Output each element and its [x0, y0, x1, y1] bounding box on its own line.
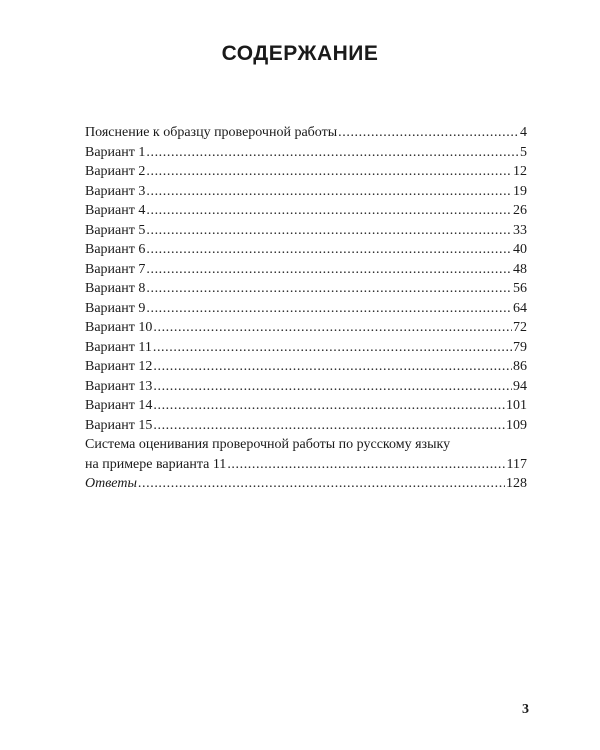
toc-entry-label: Вариант 13: [85, 378, 153, 394]
toc-entry-grading-line1: Система оценивания проверочной работы по русскому языку: [85, 437, 451, 452]
toc-entry-variant-9: [85, 299, 527, 319]
toc-entry-label: Вариант 11: [85, 339, 152, 355]
toc-leader-dots: [153, 357, 512, 377]
toc-entry-label: Вариант 10: [85, 320, 153, 335]
toc-entry-variant-15: [85, 416, 527, 436]
toc-entry-page: 94: [513, 378, 527, 394]
toc-entry-variant-2: [85, 162, 527, 182]
toc-entry-variant-10: [85, 318, 527, 338]
toc-entry-page: 109: [506, 417, 527, 433]
toc-leader-dots: [138, 474, 505, 494]
toc-leader-dots: [146, 240, 512, 260]
toc-entry-variant-8: [85, 279, 527, 299]
toc-entry-label: Вариант 5: [85, 222, 146, 238]
toc-entry-page: 26: [513, 203, 527, 218]
toc-leader-dots: [146, 221, 512, 241]
toc-entry-label: Вариант 6: [85, 242, 146, 257]
toc-entry-answers: [85, 474, 527, 494]
toc-leader-dots: [153, 396, 505, 416]
toc-entry-page: 4: [520, 125, 527, 140]
toc-entry-page: 19: [513, 183, 527, 199]
toc-leader-dots: [153, 377, 512, 397]
toc-entry-label: Пояснение к образцу проверочной работы: [85, 125, 338, 140]
toc-entry-label: Вариант 8: [85, 281, 146, 296]
toc-entry-label: Вариант 2: [85, 164, 146, 179]
toc-leader-dots: [146, 279, 512, 299]
toc-entry-page: 101: [506, 398, 527, 413]
table-of-contents: [85, 123, 527, 494]
toc-entry-page: 128: [506, 476, 527, 491]
toc-entry-label: Вариант 4: [85, 203, 146, 218]
toc-entry-page: 117: [506, 456, 527, 472]
toc-entry-variant-13: [85, 377, 527, 397]
toc-entry-label: Ответы: [85, 476, 137, 491]
toc-entry-variant-5: [85, 221, 527, 241]
toc-entry-page: 86: [513, 359, 527, 374]
toc-entry-page: 64: [513, 300, 527, 316]
toc-leader-dots: [153, 318, 512, 338]
toc-entry-variant-1: [85, 143, 527, 163]
toc-entry-variant-14: [85, 396, 527, 416]
toc-entry-variant-12: [85, 357, 527, 377]
toc-entry-variant-6: [85, 240, 527, 260]
toc-entry-page: 12: [513, 164, 527, 179]
page-number: 3: [522, 702, 529, 717]
toc-entry-page: 56: [513, 281, 527, 296]
toc-entry-page: 5: [520, 144, 527, 160]
toc-entry-label: Вариант 7: [85, 261, 146, 277]
toc-entry-label: Вариант 15: [85, 417, 153, 433]
toc-leader-dots: [146, 299, 512, 319]
toc-entry-label: Вариант 1: [85, 144, 146, 160]
toc-entry-label: на примере варианта 11: [85, 456, 227, 472]
toc-leader-dots: [146, 143, 519, 163]
toc-entry-label: Вариант 9: [85, 300, 146, 316]
toc-leader-dots: [227, 455, 505, 475]
toc-leader-dots: [146, 162, 512, 182]
toc-entry-label: Вариант 14: [85, 398, 153, 413]
toc-entry-page: 79: [513, 339, 527, 355]
toc-entry-label: Вариант 3: [85, 183, 146, 199]
toc-leader-dots: [146, 182, 512, 202]
toc-entry-variant-3: [85, 182, 527, 202]
toc-entry-grading: [85, 455, 527, 475]
toc-entry-page: 40: [513, 242, 527, 257]
toc-entry-page: 33: [513, 222, 527, 238]
toc-leader-dots: [338, 123, 519, 143]
toc-entry-variant-4: [85, 201, 527, 221]
toc-entry-variant-7: [85, 260, 527, 280]
toc-entry-explanation: [85, 123, 527, 143]
toc-entry-page: 48: [513, 261, 527, 277]
toc-entry-variant-11: [85, 338, 527, 358]
toc-entry-label: Вариант 12: [85, 359, 153, 374]
page-title: СОДЕРЖАНИЕ: [221, 42, 379, 65]
toc-leader-dots: [146, 201, 512, 221]
toc-entry-page: 72: [513, 320, 527, 335]
toc-leader-dots: [153, 338, 512, 358]
toc-leader-dots: [153, 416, 505, 436]
toc-leader-dots: [146, 260, 512, 280]
